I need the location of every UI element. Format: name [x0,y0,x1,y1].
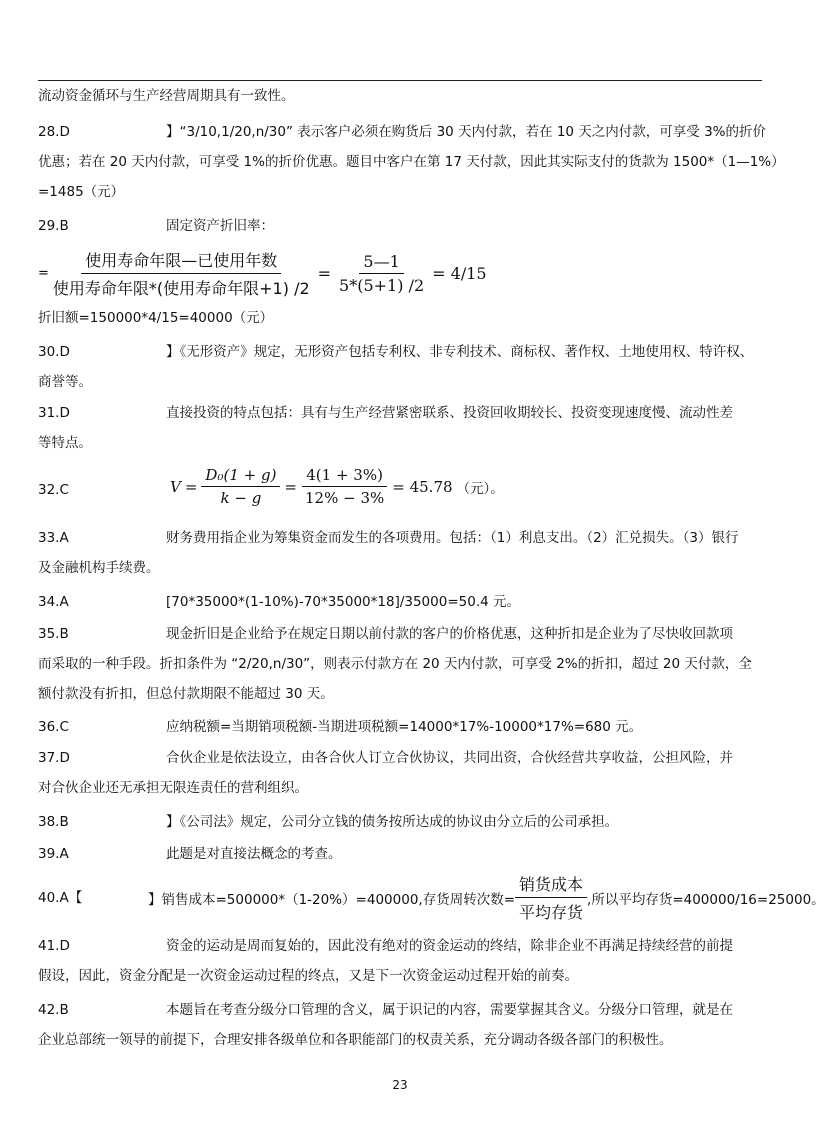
answer-31-text-1: 直接投资的特点包括：具有与生产经营紧密联系、投资回收期较长、投资变现速度慢、流动性差 [166,405,733,421]
answer-38-text-1: 】《公司法》规定，公司分立钱的债务按所达成的协议由分立后的公司承担。 [166,814,619,830]
answer-28-text-3: =1485（元） [38,184,125,200]
answer-42-text-1: 本题旨在考查分级分口管理的含义，属于识记的内容，需要掌握其含义。分级分口管理，就是在 [166,1002,733,1018]
answer-29-number: 29.B [38,218,69,234]
answer-35-text-3: 额付款没有折扣，但总付款期限不能超过 30 天。 [38,686,334,702]
answer-37-text-1: 合伙企业是依法设立，由各合伙人订立合伙协议，共同出资，合伙经营共享收益，公担风险，并 [166,750,733,766]
answer-35-text-1: 现金折旧是企业给予在规定日期以前付款的客户的价格优惠，这种折扣是企业为了尽快收回款项 [166,626,733,642]
answer-30-number: 30.D [38,344,70,360]
answer-34-text-1: [70*35000*(1-10%)-70*35000*18]/35000=50.4 元。 [166,594,520,610]
answer-28-text-2: 优惠；若在 20 天内付款，可享受 1%的折价优惠。题目中客户在第 17 天付款，因此其实际支付的货款为 1500*（1—1%） [38,154,785,170]
depreciation-fraction-numeric: $\frac{5—1}{5*(5+1) /2}$ [339,252,425,295]
answer-31-text-2: 等特点。 [38,435,92,451]
answer-29-text-3: 折旧额=150000*4/15=40000（元） [38,310,274,326]
inventory-turnover-fraction: $\frac{\text{销货成本}}{\text{平均存货}}$ [515,872,587,923]
answer-40-number: 40.A【 [38,890,83,906]
answer-29-formula: = $\frac{\text{使用寿命年限—已使用年数}}{\text{使用寿命年限*(使用寿命年限+1) /2}}$ = $\frac{5—1}{5*(5+1) /2}$ = 4/15 [38,248,487,299]
answer-33-text-1: 财务费用指企业为筹集资金而发生的各项费用。包括：（1）利息支出。（2）汇兑损失。（3）银行 [166,530,739,546]
answer-39-text-1: 此题是对直接法概念的考查。 [166,846,342,862]
dividend-model-fraction: $\frac{\text{D₀(1 + g)}}{k - g}$ [201,466,280,507]
answer-30-text-2: 商誉等。 [38,374,92,390]
answer-30-text-1: 】《无形资产》规定，无形资产包括专利权、非专利技术、商标权、著作权、土地使用权、特许权、 [166,344,754,360]
answer-35-text-2: 而采取的一种手段。折扣条件为 “2/20,n/30”，则表示付款方在 20 天内付款，可享受 2%的折扣，超过 20 天付款，全 [38,656,752,672]
answer-28-number: 28.D [38,124,70,140]
answer-32-number: 32.C [38,482,69,498]
answer-36-text-1: 应纳税额=当期销项税额-当期进项税额=14000*17%-10000*17%=680 元。 [166,719,643,735]
answer-38-number: 38.B [38,814,69,830]
answer-31-number: 31.D [38,405,70,421]
answer-41-text-1: 资金的运动是周而复始的，因此没有绝对的资金运动的终结，除非企业不再满足持续经营的前提 [166,938,733,954]
answer-35-number: 35.B [38,626,69,642]
header-rule [38,80,762,81]
depreciation-fraction-general: $\frac{\text{使用寿命年限—已使用年数}}{\text{使用寿命年限*(使用寿命年限+1) /2}}$ [49,248,314,299]
answer-42-text-2: 企业总部统一领导的前提下，合理安排各级单位和各职能部门的权责关系，充分调动各级各部门的积极性。 [38,1032,673,1048]
answer-29-text-1: 固定资产折旧率： [166,218,274,234]
answer-37-text-2: 对合伙企业还无承担无限连责任的营利组织。 [38,780,308,796]
answer-34-number: 34.A [38,594,69,610]
answer-28-text-1: 】“3/10,1/20,n/30” 表示客户必须在购货后 30 天内付款，若在 10 天之内付款，可享受 3%的折价 [166,124,767,140]
answer-41-number: 41.D [38,938,70,954]
intro-line: 流动资金循环与生产经营周期具有一致性。 [38,88,295,104]
answer-42-number: 42.B [38,1002,69,1018]
answer-40-formula: 】销售成本=500000*（1-20%）=400000,存货周转次数= $\frac{\text{销货成本}}{\text{平均存货}}$ ,所以平均存货=400000/16=25000。 [148,872,825,923]
answer-32-formula: V = $\frac{\text{D₀(1 + g)}}{k - g}$ = $\frac{4(1 + 3\%)}{12\% - 3\%}$ = 45.78 （元）。 [170,466,504,507]
answer-33-text-2: 及金融机构手续费。 [38,560,160,576]
page-number: 23 [392,1078,408,1092]
answer-36-number: 36.C [38,719,69,735]
answer-41-text-2: 假设，因此，资金分配是一次资金运动过程的终点，又是下一次资金运动过程开始的前奏。 [38,968,578,984]
dividend-value-fraction: $\frac{4(1 + 3\%)}{12\% - 3\%}$ [301,466,388,507]
answer-39-number: 39.A [38,846,69,862]
answer-33-number: 33.A [38,530,69,546]
answer-37-number: 37.D [38,750,70,766]
